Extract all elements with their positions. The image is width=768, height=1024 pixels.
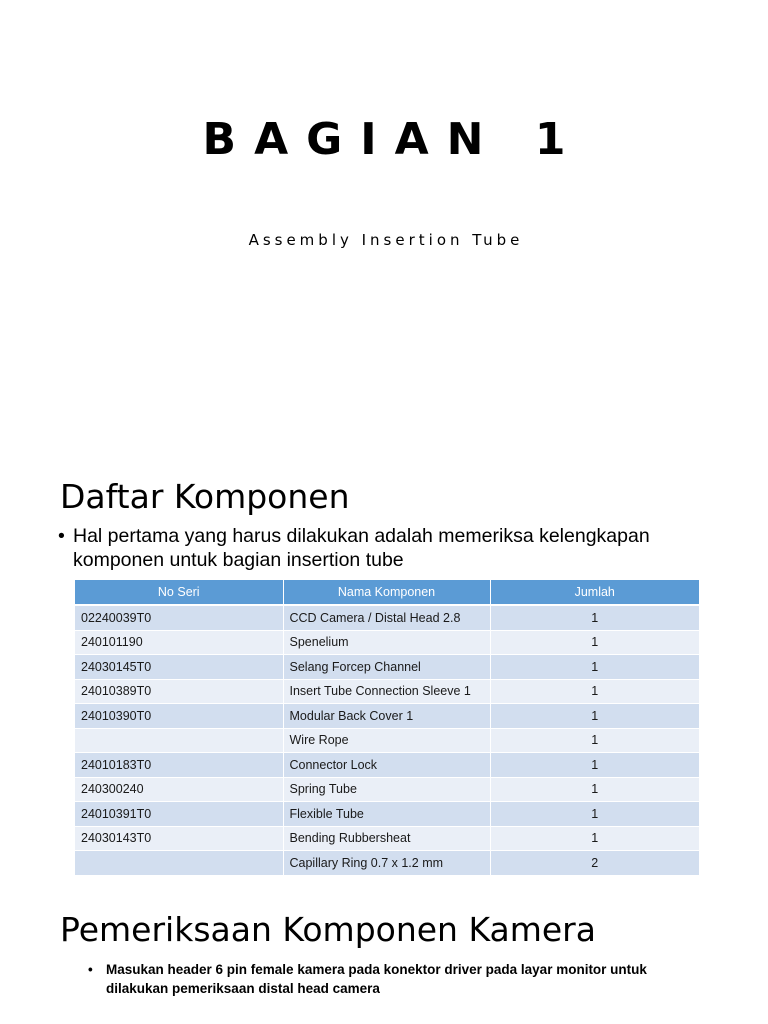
table-row — [75, 826, 699, 851]
cell-jumlah: 1 — [490, 704, 699, 729]
table-row — [75, 679, 699, 704]
cell-jumlah: 1 — [490, 777, 699, 802]
daftar-bullet-text: Hal pertama yang harus dilakukan adalah memeriksa kelengkapan komponen untuk bagian insertion tube — [73, 525, 650, 571]
table-row — [75, 802, 699, 827]
cell-no-seri — [75, 851, 283, 876]
slide-title: BAGIAN 1 — [202, 114, 584, 165]
table-row — [75, 605, 699, 630]
cell-nama-komponen: CCD Camera / Distal Head 2.8 — [283, 605, 490, 630]
daftar-komponen-heading: Daftar Komponen — [60, 477, 350, 516]
column-header-nama-komponen: Nama Komponen — [283, 580, 490, 605]
cell-jumlah: 1 — [490, 753, 699, 778]
table-row — [75, 753, 699, 778]
cell-no-seri: 24030143T0 — [75, 826, 283, 851]
column-header-no-seri: No Seri — [75, 580, 283, 605]
table-row — [75, 851, 699, 876]
cell-no-seri: 24010391T0 — [75, 802, 283, 827]
cell-jumlah: 1 — [490, 630, 699, 655]
cell-no-seri: 24010389T0 — [75, 679, 283, 704]
component-table — [75, 580, 699, 876]
table-row — [75, 655, 699, 680]
cell-no-seri: 24030145T0 — [75, 655, 283, 680]
cell-nama-komponen: Selang Forcep Channel — [283, 655, 490, 680]
cell-nama-komponen: Spring Tube — [283, 777, 490, 802]
cell-no-seri: 02240039T0 — [75, 605, 283, 630]
cell-no-seri: 240300240 — [75, 777, 283, 802]
cell-nama-komponen: Flexible Tube — [283, 802, 490, 827]
table-row — [75, 777, 699, 802]
cell-no-seri: 24010390T0 — [75, 704, 283, 729]
cell-nama-komponen: Spenelium — [283, 630, 490, 655]
daftar-bullet — [58, 524, 718, 572]
table-row — [75, 704, 699, 729]
cell-jumlah: 2 — [490, 851, 699, 876]
cell-nama-komponen: Insert Tube Connection Sleeve 1 — [283, 679, 490, 704]
cell-nama-komponen: Connector Lock — [283, 753, 490, 778]
table-header-row — [75, 580, 699, 605]
cell-no-seri: 24010183T0 — [75, 753, 283, 778]
cell-jumlah: 1 — [490, 679, 699, 704]
column-header-jumlah: Jumlah — [490, 580, 699, 605]
pemeriksaan-bullet — [88, 960, 708, 998]
component-table-wrapper — [75, 580, 699, 876]
cell-jumlah: 1 — [490, 655, 699, 680]
table-row — [75, 630, 699, 655]
cell-jumlah: 1 — [490, 728, 699, 753]
cell-nama-komponen: Modular Back Cover 1 — [283, 704, 490, 729]
cell-nama-komponen: Capillary Ring 0.7 x 1.2 mm — [283, 851, 490, 876]
cell-jumlah: 1 — [490, 605, 699, 630]
cell-no-seri: 240101190 — [75, 630, 283, 655]
bullet-icon: • — [58, 525, 65, 547]
cell-jumlah: 1 — [490, 802, 699, 827]
table-row — [75, 728, 699, 753]
bullet-icon: • — [88, 962, 93, 977]
cell-no-seri — [75, 728, 283, 753]
pemeriksaan-bullet-text: Masukan header 6 pin female kamera pada konektor driver pada layar monitor untuk dilakukan pemeriksaan distal head camera — [106, 962, 647, 996]
slide-subtitle: Assembly Insertion Tube — [248, 231, 524, 249]
cell-nama-komponen: Bending Rubbersheat — [283, 826, 490, 851]
cell-nama-komponen: Wire Rope — [283, 728, 490, 753]
cell-jumlah: 1 — [490, 826, 699, 851]
pemeriksaan-komponen-heading: Pemeriksaan Komponen Kamera — [60, 910, 596, 949]
